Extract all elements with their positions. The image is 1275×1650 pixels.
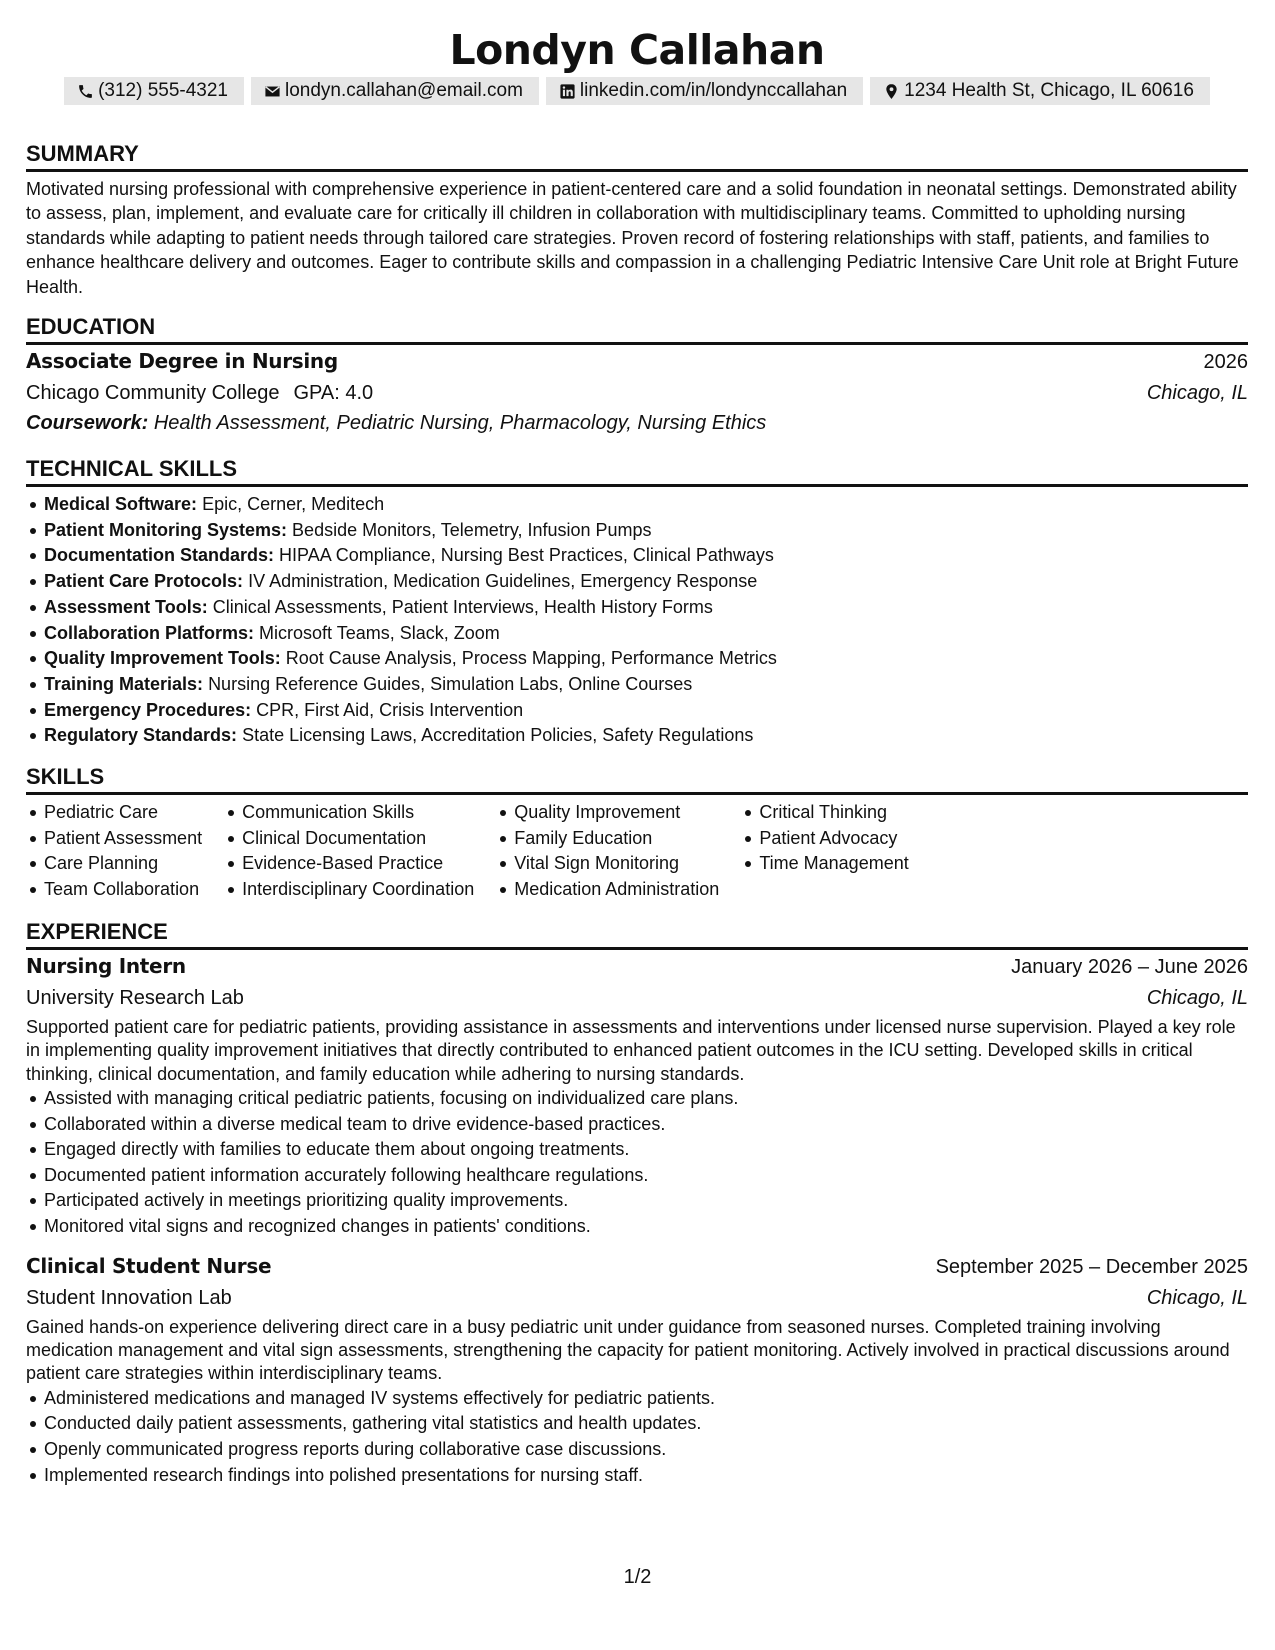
achievement-item: Monitored vital signs and recognized changes in patients' conditions. <box>26 1214 1248 1240</box>
candidate-name: Londyn Callahan <box>449 26 825 74</box>
job-achievements <box>26 1386 1248 1488</box>
job-location: Chicago, IL <box>1146 986 1248 1009</box>
linkedin-icon <box>559 83 576 100</box>
skill-item: Care Planning <box>26 851 202 877</box>
skill-item: Time Management <box>741 851 908 877</box>
technical-skill-item <box>26 492 1248 518</box>
technical-skill-item <box>26 723 1248 749</box>
skill-item: Critical Thinking <box>741 800 908 826</box>
technical-skill-label: Documentation Standards: <box>44 545 275 566</box>
job-organization: University Research Lab <box>26 986 244 1009</box>
phone-icon <box>77 83 94 100</box>
job-role: Nursing Intern <box>26 953 186 978</box>
education-section <box>26 313 1248 438</box>
experience-entries <box>26 951 1248 1488</box>
technical-skill-value: CPR, First Aid, Crisis Intervention <box>256 699 524 720</box>
technical-skill-item <box>26 646 1248 672</box>
contact-bar <box>26 77 1248 106</box>
contact-phone[interactable] <box>64 77 244 105</box>
contact-address[interactable] <box>870 77 1210 105</box>
job-role: Clinical Student Nurse <box>26 1253 272 1278</box>
coursework-line <box>26 408 1248 438</box>
achievement-item: Implemented research findings into polished presentations for nursing staff. <box>26 1463 1248 1489</box>
technical-skill-value: Clinical Assessments, Patient Interviews, Health History Forms <box>212 596 713 617</box>
skill-item: Medication Administration <box>496 877 719 903</box>
technical-skill-label: Assessment Tools: <box>44 596 208 617</box>
achievement-item: Participated actively in meetings prioritizing quality improvements. <box>26 1188 1248 1214</box>
job-description: Gained hands-on experience delivering direct care in a busy pediatric unit under guidance from seasoned nurses. Completed training involving medication management and vital sign assessments, strengthening the capacity for patient monitoring. Actively involved in practical discussions around patient care strategies within interdisciplinary teams. <box>26 1316 1230 1384</box>
summary-text: Motivated nursing professional with comprehensive experience in patient-centered care and a solid foundation in neonatal settings. Demonstrated ability to assess, plan, implement, and evaluate care for critically ill children in collaboration with multidisciplinary teams. Committed to upholding nursing standards while adapting to patient needs through tailored care strategies. Proven record of fostering relationships with staff, patients, and families to enhance healthcare delivery and outcomes. Eager to contribute skills and compassion in a challenging Pediatric Intensive Care Unit role at Bright Future Health. <box>26 179 1239 297</box>
skill-item: Patient Assessment <box>26 826 202 852</box>
skills-column <box>26 800 202 903</box>
job-dates: January 2026 – June 2026 <box>1011 955 1248 978</box>
technical-skill-value: Epic, Cerner, Meditech <box>202 494 385 515</box>
resume-page <box>26 20 1248 1488</box>
page-indicator: 1/2 <box>623 1566 652 1588</box>
technical-skill-value: IV Administration, Medication Guidelines, Emergency Response <box>248 571 758 592</box>
education-location: Chicago, IL <box>1146 382 1248 405</box>
technical-skill-item <box>26 698 1248 724</box>
technical-skill-item <box>26 621 1248 647</box>
technical-skills-section <box>26 455 1248 749</box>
technical-skill-label: Quality Improvement Tools: <box>44 648 281 669</box>
contact-email-text: londyn.callahan@email.com <box>285 80 523 101</box>
skill-item: Patient Advocacy <box>741 826 908 852</box>
experience-section <box>26 918 1248 1488</box>
technical-skill-label: Collaboration Platforms: <box>44 622 255 643</box>
skills-column <box>496 800 719 903</box>
skills-column <box>741 800 908 903</box>
job-organization: Student Innovation Lab <box>26 1286 232 1309</box>
skill-item: Quality Improvement <box>496 800 719 826</box>
technical-skill-value: Root Cause Analysis, Process Mapping, Performance Metrics <box>285 648 777 669</box>
achievement-item: Assisted with managing critical pediatric patients, focusing on individualized care plans. <box>26 1086 1248 1112</box>
technical-skill-item <box>26 518 1248 544</box>
contact-linkedin-text: linkedin.com/in/londynccallahan <box>579 80 848 101</box>
skill-item: Family Education <box>496 826 719 852</box>
technical-skill-value: Nursing Reference Guides, Simulation Labs, Online Courses <box>208 673 693 694</box>
school-name: Chicago Community College <box>26 382 280 405</box>
experience-heading: EXPERIENCE <box>26 918 1248 950</box>
skills-heading: SKILLS <box>26 763 1248 795</box>
summary-section <box>26 140 1248 299</box>
experience-entry <box>26 1251 1248 1489</box>
job-dates: September 2025 – December 2025 <box>935 1255 1248 1278</box>
achievement-item: Conducted daily patient assessments, gathering vital statistics and health updates. <box>26 1411 1248 1437</box>
technical-skills-heading: TECHNICAL SKILLS <box>26 455 1248 487</box>
education-heading: EDUCATION <box>26 313 1248 345</box>
technical-skill-label: Training Materials: <box>44 673 204 694</box>
graduation-year: 2026 <box>1203 351 1248 374</box>
achievement-item: Engaged directly with families to educate them about ongoing treatments. <box>26 1137 1248 1163</box>
technical-skill-value: Microsoft Teams, Slack, Zoom <box>259 622 500 643</box>
technical-skill-label: Patient Monitoring Systems: <box>44 519 288 540</box>
technical-skills-list <box>26 492 1248 749</box>
gpa-value: GPA: 4.0 <box>293 382 374 405</box>
coursework-label: Coursework: <box>26 412 149 435</box>
technical-skill-value: State Licensing Laws, Accreditation Policies, Safety Regulations <box>242 725 754 746</box>
degree-title: Associate Degree in Nursing <box>26 349 338 374</box>
summary-heading: SUMMARY <box>26 140 1248 172</box>
map-pin-icon <box>883 83 900 100</box>
achievement-item: Openly communicated progress reports during collaborative case discussions. <box>26 1437 1248 1463</box>
technical-skill-item <box>26 543 1248 569</box>
job-location: Chicago, IL <box>1146 1286 1248 1309</box>
technical-skill-item <box>26 672 1248 698</box>
experience-entry <box>26 951 1248 1240</box>
skills-grid <box>26 800 1248 903</box>
contact-linkedin[interactable] <box>546 77 863 105</box>
achievement-item: Documented patient information accurately following healthcare regulations. <box>26 1163 1248 1189</box>
coursework-list: Health Assessment, Pediatric Nursing, Pharmacology, Nursing Ethics <box>153 412 767 435</box>
technical-skill-label: Emergency Procedures: <box>44 699 252 720</box>
achievement-item: Administered medications and managed IV systems effectively for pediatric patients. <box>26 1386 1248 1412</box>
achievement-item: Collaborated within a diverse medical team to drive evidence-based practices. <box>26 1112 1248 1138</box>
contact-email[interactable] <box>251 77 539 105</box>
envelope-icon <box>264 83 281 100</box>
skill-item: Vital Sign Monitoring <box>496 851 719 877</box>
skills-column <box>224 800 474 903</box>
technical-skill-item <box>26 569 1248 595</box>
skill-item: Pediatric Care <box>26 800 202 826</box>
technical-skill-value: HIPAA Compliance, Nursing Best Practices, Clinical Pathways <box>279 545 774 566</box>
skill-item: Team Collaboration <box>26 877 202 903</box>
technical-skill-label: Patient Care Protocols: <box>44 571 244 592</box>
contact-address-text: 1234 Health St, Chicago, IL 60616 <box>904 80 1194 101</box>
skills-section <box>26 763 1248 903</box>
job-description: Supported patient care for pediatric patients, providing assistance in assessments and interventions under licensed nurse supervision. Played a key role in implementing quality improvement initiatives that directly contributed to enhanced patient outcomes in the ICU setting. Developed skills in critical thinking, clinical documentation, and family education while adhering to nursing standards. <box>26 1016 1236 1084</box>
technical-skill-label: Medical Software: <box>44 494 198 515</box>
skill-item: Communication Skills <box>224 800 474 826</box>
technical-skill-value: Bedside Monitors, Telemetry, Infusion Pumps <box>292 519 652 540</box>
job-achievements <box>26 1086 1248 1240</box>
skill-item: Clinical Documentation <box>224 826 474 852</box>
technical-skill-item <box>26 595 1248 621</box>
technical-skill-label: Regulatory Standards: <box>44 725 238 746</box>
contact-phone-text: (312) 555-4321 <box>98 80 228 101</box>
skill-item: Interdisciplinary Coordination <box>224 877 474 903</box>
skill-item: Evidence-Based Practice <box>224 851 474 877</box>
